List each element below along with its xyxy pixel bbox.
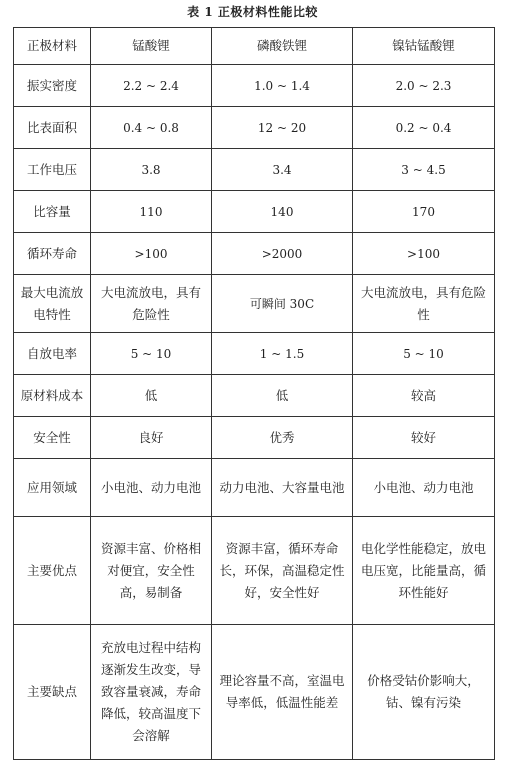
table-cell: 2.2 ~ 2.4 (91, 65, 212, 107)
row-label: 循环寿命 (14, 233, 91, 275)
header-cell: 镍钴锰酸锂 (353, 28, 495, 65)
table-row (14, 65, 495, 107)
table-cell: 小电池、动力电池 (91, 459, 212, 517)
table-cell: 大电流放电，具有危险性 (353, 275, 495, 333)
table-cell: 低 (91, 375, 212, 417)
row-label: 比表面积 (14, 107, 91, 149)
table-cell: 良好 (91, 417, 212, 459)
header-cell: 锰酸锂 (91, 28, 212, 65)
table-cell: 小电池、动力电池 (353, 459, 495, 517)
table-cell: 2.0 ~ 2.3 (353, 65, 495, 107)
row-label: 主要优点 (14, 517, 91, 625)
table-cell: 3.8 (91, 149, 212, 191)
table-cell: 资源丰富，循环寿命长，环保，高温稳定性好，安全性好 (212, 517, 353, 625)
table-cell: >2000 (212, 233, 353, 275)
row-label: 主要缺点 (14, 625, 91, 760)
row-label: 安全性 (14, 417, 91, 459)
table-cell: 低 (212, 375, 353, 417)
table-cell: 5 ~ 10 (353, 333, 495, 375)
table-cell: 3.4 (212, 149, 353, 191)
row-label: 工作电压 (14, 149, 91, 191)
table-row (14, 517, 495, 625)
table-cell: 优秀 (212, 417, 353, 459)
table-cell: 3 ~ 4.5 (353, 149, 495, 191)
table-row (14, 149, 495, 191)
table-cell: 动力电池、大容量电池 (212, 459, 353, 517)
table-cell: 较高 (353, 375, 495, 417)
table-cell: 110 (91, 191, 212, 233)
table-caption: 表 1 正极材料性能比较 (187, 5, 318, 19)
header-cell: 磷酸铁锂 (212, 28, 353, 65)
table-cell: 1.0 ~ 1.4 (212, 65, 353, 107)
table-row (14, 625, 495, 760)
table-row (14, 333, 495, 375)
table-row (14, 417, 495, 459)
table-cell: 1 ~ 1.5 (212, 333, 353, 375)
table-row (14, 459, 495, 517)
table-cell: 可瞬间 30C (212, 275, 353, 333)
table-cell: >100 (91, 233, 212, 275)
table-cell: 5 ~ 10 (91, 333, 212, 375)
row-label: 比容量 (14, 191, 91, 233)
table-cell: 资源丰富、价格相对便宜，安全性高，易制备 (91, 517, 212, 625)
table-row (14, 191, 495, 233)
table-row (14, 275, 495, 333)
table-cell: 12 ~ 20 (212, 107, 353, 149)
table-row (14, 233, 495, 275)
table-cell: 170 (353, 191, 495, 233)
comparison-table (13, 27, 495, 760)
table-cell: 大电流放电，具有危险性 (91, 275, 212, 333)
table-cell: 理论容量不高，室温电导率低，低温性能差 (212, 625, 353, 760)
header-cell: 正极材料 (14, 28, 91, 65)
table-cell: 0.2 ~ 0.4 (353, 107, 495, 149)
table-cell: 充放电过程中结构逐渐发生改变，导致容量衰减，寿命降低，较高温度下会溶解 (91, 625, 212, 760)
row-label: 最大电流放电特性 (14, 275, 91, 333)
table-cell: 140 (212, 191, 353, 233)
table-row (14, 375, 495, 417)
table-cell: >100 (353, 233, 495, 275)
table-cell: 较好 (353, 417, 495, 459)
row-label: 振实密度 (14, 65, 91, 107)
table-header-row (14, 28, 495, 65)
row-label: 自放电率 (14, 333, 91, 375)
table-cell: 0.4 ~ 0.8 (91, 107, 212, 149)
row-label: 应用领域 (14, 459, 91, 517)
table-cell: 价格受钴价影响大，钴、镍有污染 (353, 625, 495, 760)
table-cell: 电化学性能稳定，放电电压宽，比能量高，循环性能好 (353, 517, 495, 625)
table-row (14, 107, 495, 149)
row-label: 原材料成本 (14, 375, 91, 417)
